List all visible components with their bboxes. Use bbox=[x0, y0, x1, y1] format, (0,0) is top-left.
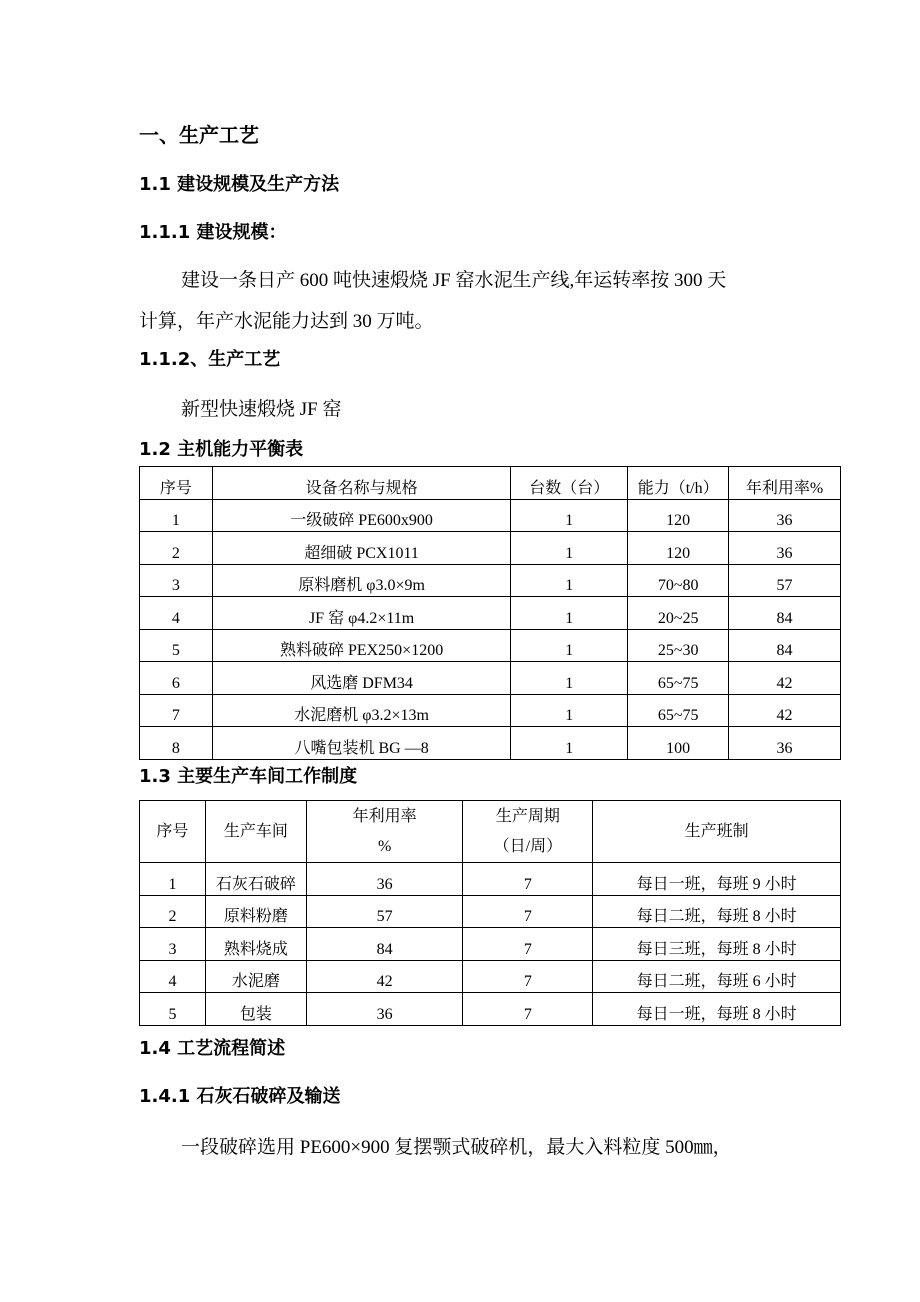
paragraph-scale-line1: 建设一条日产 600 吨快速煅烧 JF 窑水泥生产线,年运转率按 300 天 bbox=[181, 270, 727, 291]
table-cell: 1 bbox=[511, 597, 628, 630]
table-cell: 每日二班，每班 6 小时 bbox=[593, 960, 841, 993]
table-cell: 7 bbox=[463, 928, 593, 961]
table-cell: 包装 bbox=[205, 993, 306, 1026]
table-cell: 42 bbox=[306, 960, 463, 993]
header-line: % bbox=[377, 837, 392, 855]
table-cell: 36 bbox=[306, 863, 463, 896]
table-cell: 100 bbox=[628, 727, 729, 760]
table-row bbox=[140, 895, 841, 928]
table-cell: 25~30 bbox=[628, 629, 729, 662]
table-cell: 1 bbox=[511, 694, 628, 727]
table-cell: 水泥磨机 φ3.2×13m bbox=[212, 694, 510, 727]
table-row bbox=[140, 960, 841, 993]
table-cell: 8 bbox=[140, 727, 213, 760]
table-cell: 风选磨 DFM34 bbox=[212, 662, 510, 695]
table-cell: 36 bbox=[306, 993, 463, 1026]
header-cell bbox=[463, 801, 593, 863]
paragraph-process: 新型快速煅烧 JF 窑 bbox=[181, 399, 342, 420]
heading-1-1-2: 1.1.2、生产工艺 bbox=[139, 349, 281, 370]
heading-1-4: 1.4 工艺流程简述 bbox=[139, 1038, 286, 1059]
table-cell: 36 bbox=[729, 727, 841, 760]
table-cell: 原料粉磨 bbox=[205, 895, 306, 928]
table-cell: 7 bbox=[463, 993, 593, 1026]
table-cell: 57 bbox=[729, 564, 841, 597]
header-cell: 能力（t/h） bbox=[628, 467, 729, 500]
header-cell bbox=[306, 801, 463, 863]
table-cell: 原料磨机 φ3.0×9m bbox=[212, 564, 510, 597]
table-cell: 36 bbox=[729, 499, 841, 532]
table-cell: 每日一班，每班 8 小时 bbox=[593, 993, 841, 1026]
table-cell: 70~80 bbox=[628, 564, 729, 597]
table-row bbox=[140, 597, 841, 630]
table-row bbox=[140, 928, 841, 961]
header-cell: 生产车间 bbox=[205, 801, 306, 863]
table-cell: 84 bbox=[729, 629, 841, 662]
table-cell: 水泥磨 bbox=[205, 960, 306, 993]
header-cell: 序号 bbox=[140, 801, 206, 863]
table-row bbox=[140, 662, 841, 695]
table-cell: 1 bbox=[511, 629, 628, 662]
table-cell: 42 bbox=[729, 694, 841, 727]
heading-1-2: 1.2 主机能力平衡表 bbox=[139, 439, 304, 460]
table-row bbox=[140, 629, 841, 662]
table-cell: 65~75 bbox=[628, 662, 729, 695]
header-cell: 生产班制 bbox=[593, 801, 841, 863]
table-cell: 120 bbox=[628, 532, 729, 565]
table-header-row bbox=[140, 801, 841, 863]
table-row bbox=[140, 564, 841, 597]
table-cell: 7 bbox=[463, 863, 593, 896]
table-cell: 3 bbox=[140, 928, 206, 961]
table-cell: 4 bbox=[140, 597, 213, 630]
table-cell: 石灰石破碎 bbox=[205, 863, 306, 896]
table-cell: JF 窑 φ4.2×11m bbox=[212, 597, 510, 630]
table-cell: 1 bbox=[511, 662, 628, 695]
table-row bbox=[140, 863, 841, 896]
table-cell: 20~25 bbox=[628, 597, 729, 630]
table-cell: 42 bbox=[729, 662, 841, 695]
table-cell: 5 bbox=[140, 629, 213, 662]
table-cell: 4 bbox=[140, 960, 206, 993]
table-cell: 2 bbox=[140, 895, 206, 928]
table-cell: 每日二班，每班 8 小时 bbox=[593, 895, 841, 928]
paragraph-crush-line1: 一段破碎选用 PE600×900 复摆颚式破碎机，最大入料粒度 500㎜， bbox=[181, 1137, 732, 1158]
table-cell: 3 bbox=[140, 564, 213, 597]
table-header-row bbox=[140, 467, 841, 500]
table-cell: 57 bbox=[306, 895, 463, 928]
table-cell: 1 bbox=[511, 564, 628, 597]
heading-1-1-1: 1.1.1 建设规模： bbox=[139, 222, 287, 243]
table-row bbox=[140, 694, 841, 727]
table-row bbox=[140, 993, 841, 1026]
table-cell: 6 bbox=[140, 662, 213, 695]
table-cell: 120 bbox=[628, 499, 729, 532]
workshop-schedule-table bbox=[139, 800, 841, 1026]
table-cell: 1 bbox=[140, 863, 206, 896]
heading-1-1: 1.1 建设规模及生产方法 bbox=[139, 174, 340, 195]
heading-1-3: 1.3 主要生产车间工作制度 bbox=[139, 766, 358, 787]
header-cell: 序号 bbox=[140, 467, 213, 500]
table-cell: 每日三班，每班 8 小时 bbox=[593, 928, 841, 961]
header-cell: 台数（台） bbox=[511, 467, 628, 500]
table-cell: 84 bbox=[729, 597, 841, 630]
table-cell: 7 bbox=[463, 895, 593, 928]
table-cell: 1 bbox=[140, 499, 213, 532]
table-cell: 5 bbox=[140, 993, 206, 1026]
table-cell: 84 bbox=[306, 928, 463, 961]
table-cell: 超细破 PCX1011 bbox=[212, 532, 510, 565]
table-cell: 一级破碎 PE600x900 bbox=[212, 499, 510, 532]
table-cell: 每日一班，每班 9 小时 bbox=[593, 863, 841, 896]
table-cell: 1 bbox=[511, 499, 628, 532]
header-line: 生产周期 bbox=[495, 807, 560, 825]
table-cell: 7 bbox=[140, 694, 213, 727]
heading-production-process: 一、生产工艺 bbox=[139, 123, 259, 147]
table-cell: 2 bbox=[140, 532, 213, 565]
header-line: 年利用率 bbox=[352, 807, 417, 825]
table-cell: 熟料烧成 bbox=[205, 928, 306, 961]
paragraph-scale-line2: 计算，年产水泥能力达到 30 万吨。 bbox=[139, 311, 434, 332]
table-cell: 熟料破碎 PEX250×1200 bbox=[212, 629, 510, 662]
header-cell: 年利用率% bbox=[729, 467, 841, 500]
heading-1-4-1: 1.4.1 石灰石破碎及输送 bbox=[139, 1086, 341, 1107]
table-cell: 1 bbox=[511, 727, 628, 760]
table-row bbox=[140, 532, 841, 565]
table-cell: 7 bbox=[463, 960, 593, 993]
table-cell: 65~75 bbox=[628, 694, 729, 727]
header-line: （日/周） bbox=[493, 837, 563, 855]
table-row bbox=[140, 499, 841, 532]
equipment-capacity-table bbox=[139, 466, 841, 760]
table-row bbox=[140, 727, 841, 760]
table-cell: 1 bbox=[511, 532, 628, 565]
table-cell: 36 bbox=[729, 532, 841, 565]
header-cell: 设备名称与规格 bbox=[212, 467, 510, 500]
table-cell: 八嘴包装机 BG —8 bbox=[212, 727, 510, 760]
